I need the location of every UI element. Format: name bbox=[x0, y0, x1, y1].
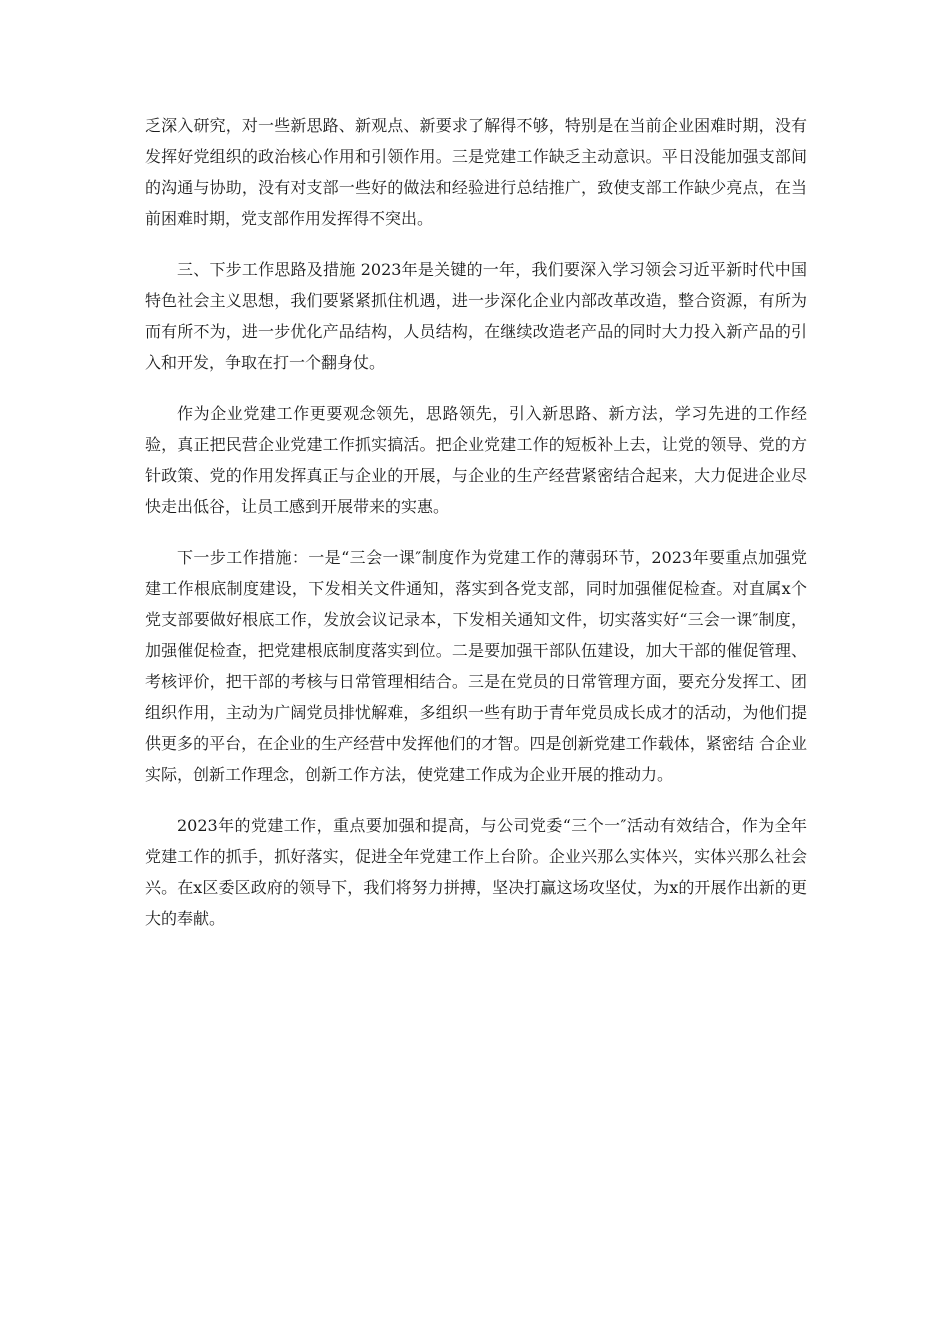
document-body bbox=[145, 110, 807, 954]
paragraph-next-steps: 三、下步工作思路及措施 2023年是关键的一年，我们要深入学习领会习近平新时代中国特色社会主义思想，我们要紧紧抓住机遇，进一步深化企业内部改革改造，整合资源，有所为而有所不为，进一步优化产品结构，人员结构，在继续改造老产品的同时大力投入新产品的引入和开发，争取在打一个翻身仗。 bbox=[145, 260, 807, 372]
paragraph-concepts: 作为企业党建工作更要观念领先，思路领先，引入新思路、新方法，学习先进的工作经验，真正把民营企业党建工作抓实搞活。把企业党建工作的短板补上去，让党的领导、党的方针政策、党的作用发挥真正与企业的开展，与企业的生产经营紧密结合起来，大力促进企业尽快走出低谷，让员工感到开展带来的实惠。 bbox=[145, 404, 807, 516]
paragraph-measures: 下一步工作措施：一是“三会一课″制度作为党建工作的薄弱环节，2023年要重点加强党建工作根底制度建设，下发相关文件通知，落实到各党支部，同时加强催促检查。对直属x个党支部要做好根底工作，发放会议记录本，下发相关通知文件，切实落实好“三会一课″制度，加强催促检查，把党建根底制度落实到位。二是要加强干部队伍建设，加大干部的催促管理、考核评价，把干部的考核与日常管理相结合。三是在党员的日常管理方面，要充分发挥工、团组织作用，主动为广阔党员排忧解难，多组织一些有助于青年党员成长成才的活动，为他们提供更多的平台，在企业的生产经营中发挥他们的才智。四是创新党建工作载体，紧密结 合企业实际，创新工作理念，创新工作方法，使党建工作成为企业开展的推动力。 bbox=[145, 548, 807, 784]
paragraph-conclusion: 2023年的党建工作，重点要加强和提高，与公司党委“三个一″活动有效结合，作为全年党建工作的抓手，抓好落实，促进全年党建工作上台阶。企业兴那么实体兴，实体兴那么社会兴。在x区委区政府的领导下，我们将努力拼搏，坚决打赢这场攻坚仗，为x的开展作出新的更大的奉献。 bbox=[145, 816, 807, 928]
paragraph-continued: 乏深入研究，对一些新思路、新观点、新要求了解得不够，特别是在当前企业困难时期，没有发挥好党组织的政治核心作用和引领作用。三是党建工作缺乏主动意识。平日没能加强支部间的沟通与协助，没有对支部一些好的做法和经验进行总结推广，致使支部工作缺少亮点，在当前困难时期，党支部作用发挥得不突出。 bbox=[145, 116, 807, 228]
